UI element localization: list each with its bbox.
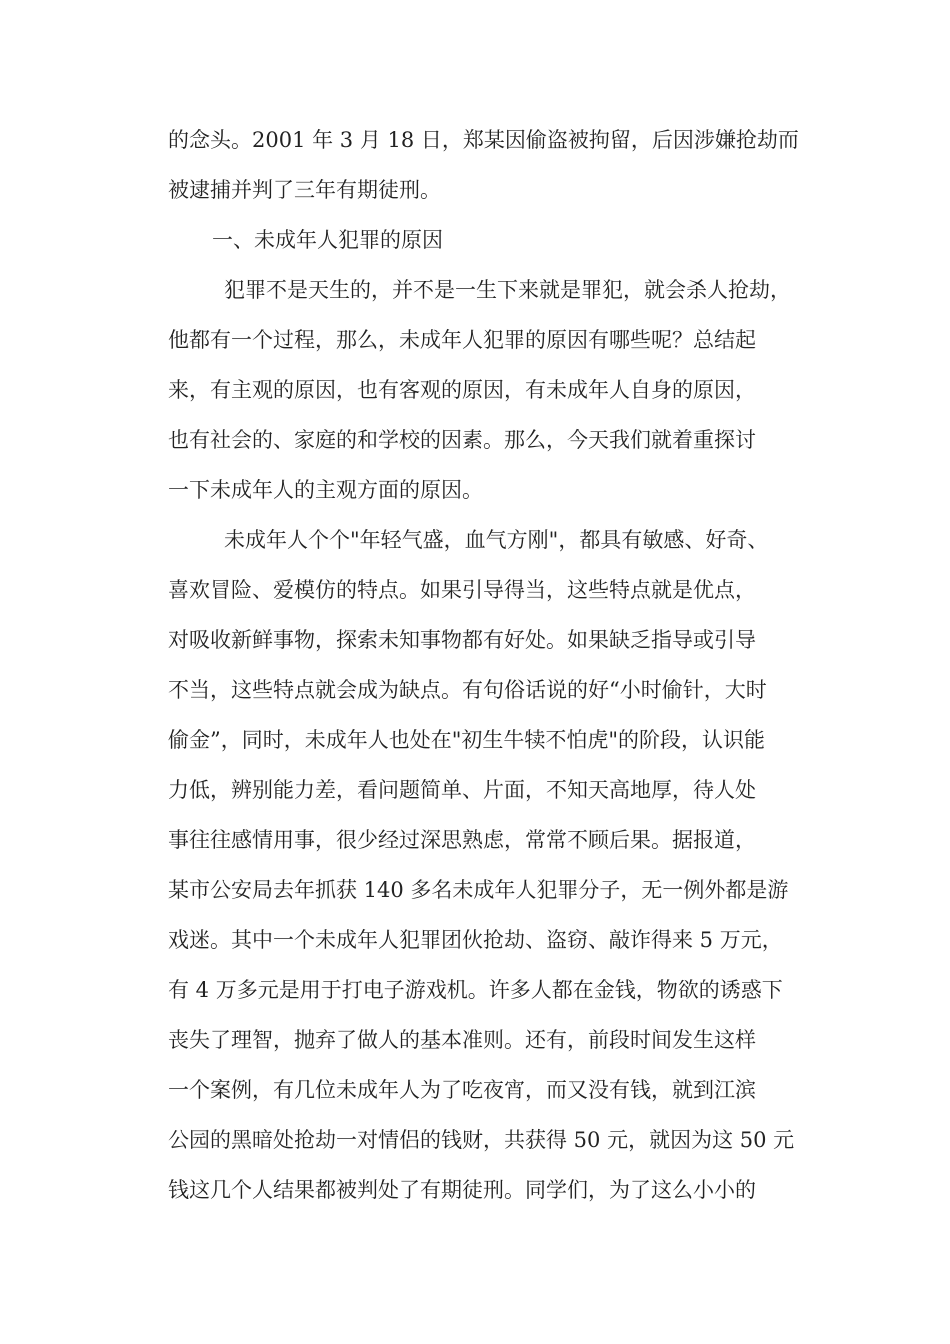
- text-line: 偷金”，同时，未成年人也处在"初生牛犊不怕虎"的阶段，认识能: [168, 728, 766, 752]
- text-line: 有 4 万多元是用于打电子游戏机。许多人都在金钱，物欲的诱惑下: [168, 978, 783, 1002]
- text-line: 的念头。2001 年 3 月 18 日，郑某因偷盗被拘留，后因涉嫌抢劫而: [168, 128, 799, 152]
- body-text: [168, 115, 828, 1215]
- text-line: 力低，辨别能力差，看问题简单、片面，不知天高地厚，待人处: [168, 778, 756, 802]
- text-line: 不当，这些特点就会成为缺点。有句俗话说的好“小时偷针，大时: [168, 678, 767, 702]
- text-line: 丧失了理智，抛弃了做人的基本准则。还有，前段时间发生这样: [168, 1028, 756, 1052]
- section-heading: 一、未成年人犯罪的原因: [212, 228, 443, 252]
- text-line: 一个案例，有几位未成年人为了吃夜宵，而又没有钱，就到江滨: [168, 1078, 756, 1102]
- text-line: 钱这几个人结果都被判处了有期徒刑。同学们，为了这么小小的: [168, 1178, 756, 1202]
- text-line: 某市公安局去年抓获 140 多名未成年人犯罪分子，无一例外都是游: [168, 878, 789, 902]
- text-line: 来，有主观的原因，也有客观的原因，有未成年人自身的原因，: [168, 378, 756, 402]
- text-line: 戏迷。其中一个未成年人犯罪团伙抢劫、盗窃、敲诈得来 5 万元，: [168, 928, 783, 952]
- text-line: 被逮捕并判了三年有期徒刑。: [168, 178, 441, 202]
- text-line: 他都有一个过程，那么，未成年人犯罪的原因有哪些呢？总结起: [168, 328, 756, 352]
- text-line: 犯罪不是天生的，并不是一生下来就是罪犯，就会杀人抢劫，: [224, 278, 791, 302]
- text-line: 对吸收新鲜事物，探索未知事物都有好处。如果缺乏指导或引导: [168, 628, 756, 652]
- text-line: 公园的黑暗处抢劫一对情侣的钱财，共获得 50 元，就因为这 50 元: [168, 1128, 795, 1152]
- text-line: 事往往感情用事，很少经过深思熟虑，常常不顾后果。据报道，: [168, 828, 756, 852]
- text-line: 喜欢冒险、爱模仿的特点。如果引导得当，这些特点就是优点，: [168, 578, 756, 602]
- text-line: 也有社会的、家庭的和学校的因素。那么，今天我们就着重探讨: [168, 428, 756, 452]
- text-line: 未成年人个个"年轻气盛，血气方刚"，都具有敏感、好奇、: [224, 528, 769, 552]
- text-line: 一下未成年人的主观方面的原因。: [168, 478, 483, 502]
